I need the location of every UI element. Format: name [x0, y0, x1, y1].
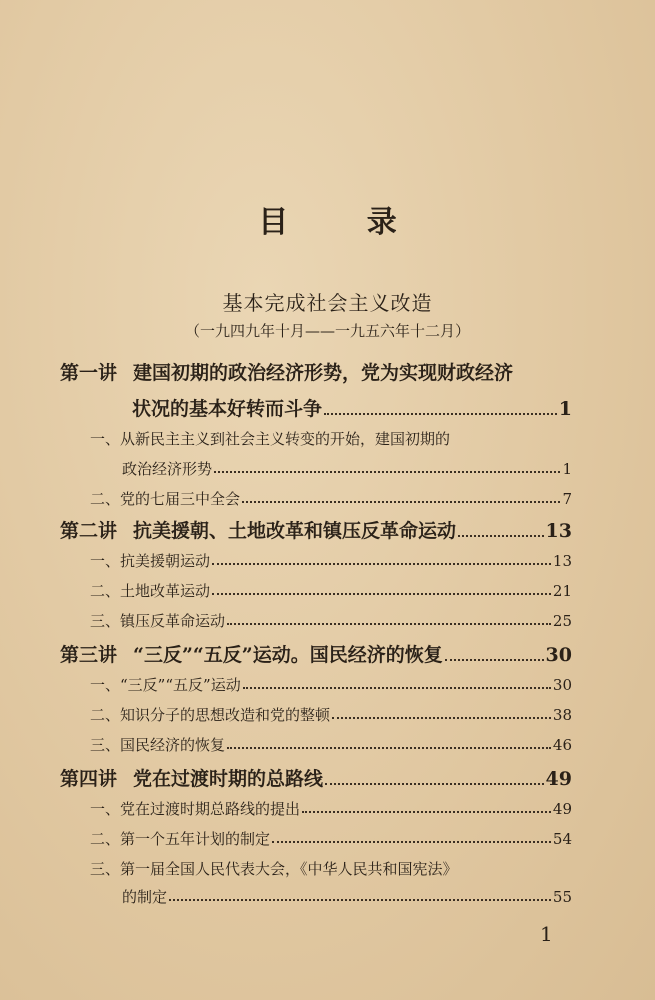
- section-number: 一、: [90, 676, 121, 694]
- part-date-range: （一九四九年十月——一九五六年十二月）: [184, 322, 470, 340]
- section-title-continued: 政治经济形势: [122, 460, 213, 478]
- section-title: 第一届全国人民代表大会，《中华人民共和国宪法》: [120, 860, 458, 878]
- toc-section-3-1[interactable]: [90, 674, 572, 695]
- toc-section-4-2[interactable]: [90, 828, 572, 849]
- lecture-number: 第二讲: [60, 520, 118, 542]
- page-ref: 1: [562, 460, 572, 478]
- page-ref: 1: [558, 398, 572, 420]
- toc-lecture-3[interactable]: [60, 640, 572, 667]
- toc-section-3-3[interactable]: [90, 734, 572, 755]
- leader-dots: [227, 623, 551, 625]
- section-number: 二、: [90, 830, 121, 848]
- lecture-title: “三反”“五反”运动。国民经济的恢复: [133, 644, 443, 666]
- section-title: “三反”“五反”运动: [120, 676, 241, 694]
- lecture-number: 第三讲: [60, 644, 118, 666]
- page-ref: 13: [552, 552, 572, 570]
- page-ref: 7: [562, 490, 572, 508]
- lecture-title: 建国初期的政治经济形势，党为实现财政经济: [133, 362, 514, 384]
- section-title: 第一个五年计划的制定: [120, 830, 271, 848]
- toc-section-1-2[interactable]: [90, 488, 572, 509]
- section-number: 一、: [90, 430, 121, 448]
- toc-section-4-1[interactable]: [90, 798, 572, 819]
- leader-dots: [332, 717, 551, 719]
- page-ref: 25: [552, 612, 572, 630]
- section-title-continued: 的制定: [122, 888, 168, 906]
- toc-lecture-1-line2[interactable]: [132, 394, 572, 421]
- toc-section-2-1[interactable]: [90, 550, 572, 571]
- page-number: 1: [540, 922, 553, 946]
- leader-dots: [242, 501, 560, 503]
- toc-lecture-1-line1[interactable]: [60, 358, 513, 385]
- toc-lecture-4[interactable]: [60, 764, 572, 791]
- section-number: 一、: [90, 552, 121, 570]
- section-title: 镇压反革命运动: [120, 612, 226, 630]
- page-ref: 38: [552, 706, 572, 724]
- leader-dots: [324, 413, 557, 415]
- toc-lecture-2[interactable]: [60, 516, 572, 543]
- leader-dots: [458, 535, 544, 537]
- section-title: 抗美援朝运动: [120, 552, 211, 570]
- page-ref: 49: [552, 800, 572, 818]
- leader-dots: [227, 747, 551, 749]
- page-ref: 54: [552, 830, 572, 848]
- page-ref: 46: [552, 736, 572, 754]
- leader-dots: [325, 783, 544, 785]
- section-title: 党在过渡时期总路线的提出: [120, 800, 301, 818]
- leader-dots: [243, 687, 551, 689]
- toc-section-1-1-line1[interactable]: [90, 428, 450, 449]
- leader-dots: [169, 899, 551, 901]
- section-number: 一、: [90, 800, 121, 818]
- lecture-title-continued: 状况的基本好转而斗争: [132, 398, 323, 420]
- leader-dots: [302, 811, 551, 813]
- lecture-number: 第一讲: [60, 362, 118, 384]
- part-title: 基本完成社会主义改造: [222, 291, 433, 315]
- section-title: 知识分子的思想改造和党的整顿: [120, 706, 331, 724]
- toc-section-4-3-line1[interactable]: [90, 858, 458, 879]
- toc-section-2-2[interactable]: [90, 580, 572, 601]
- section-title: 党的七届三中全会: [120, 490, 241, 508]
- section-number: 三、: [90, 736, 121, 754]
- toc-section-2-3[interactable]: [90, 610, 572, 631]
- leader-dots: [214, 471, 560, 473]
- leader-dots: [272, 841, 551, 843]
- section-number: 二、: [90, 490, 121, 508]
- toc-section-3-2[interactable]: [90, 704, 572, 725]
- page-ref: 30: [552, 676, 572, 694]
- section-number: 三、: [90, 612, 121, 630]
- section-title: 从新民主主义到社会主义转变的开始，建国初期的: [120, 430, 451, 448]
- lecture-title: 党在过渡时期的总路线: [133, 768, 324, 790]
- section-number: 二、: [90, 706, 121, 724]
- page-ref: 55: [552, 888, 572, 906]
- page-title: 目 录: [258, 205, 431, 240]
- lecture-number: 第四讲: [60, 768, 118, 790]
- leader-dots: [445, 659, 544, 661]
- section-title: 土地改革运动: [120, 582, 211, 600]
- section-title: 国民经济的恢复: [120, 736, 226, 754]
- lecture-title: 抗美援朝、土地改革和镇压反革命运动: [133, 520, 457, 542]
- leader-dots: [212, 563, 551, 565]
- page-ref: 30: [545, 644, 572, 666]
- page-ref: 13: [545, 520, 572, 542]
- page-ref: 21: [552, 582, 572, 600]
- toc-section-4-3-line2[interactable]: [122, 886, 572, 907]
- section-number: 二、: [90, 582, 121, 600]
- leader-dots: [212, 593, 551, 595]
- section-number: 三、: [90, 860, 121, 878]
- toc-section-1-1-line2[interactable]: [122, 458, 572, 479]
- page-ref: 49: [545, 768, 572, 790]
